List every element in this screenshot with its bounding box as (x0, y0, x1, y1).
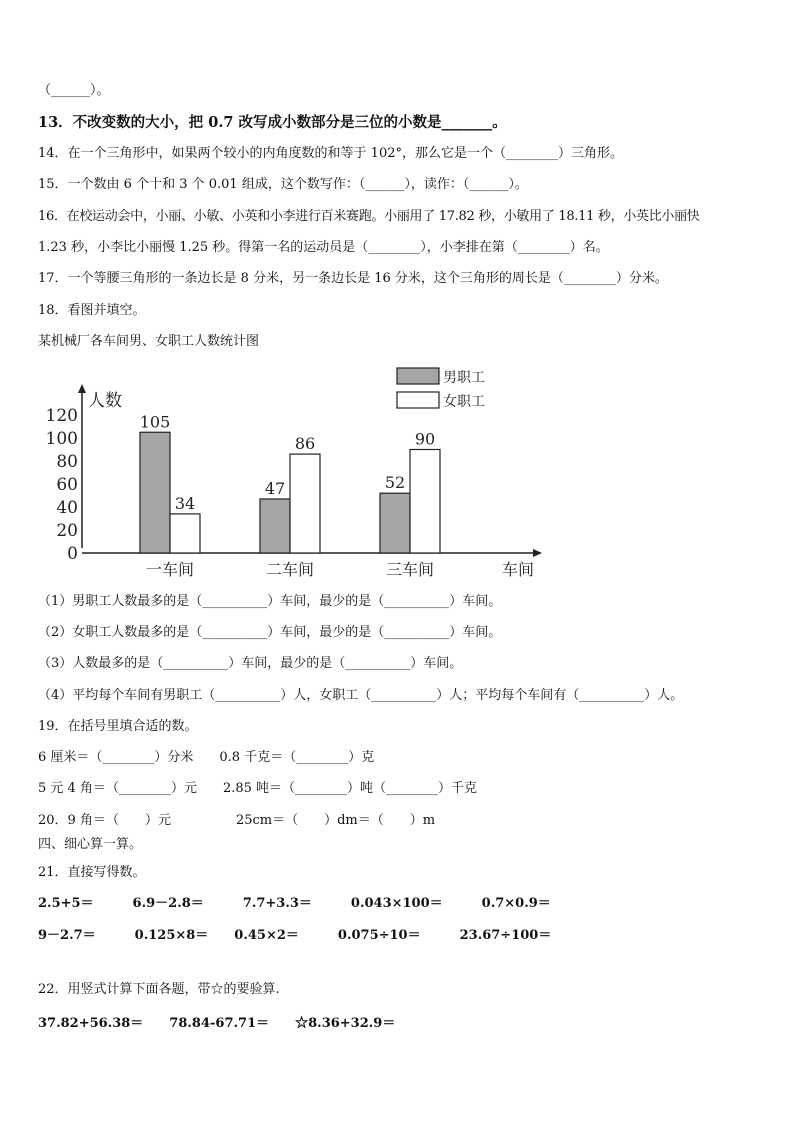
legend-label-female: 女职工 (443, 394, 485, 410)
question-21-row1: 2.5+5＝ 6.9－2.8＝ 7.7+3.3＝ 0.043×100＝ 0.7×0.9＝ (38, 896, 551, 911)
bar-value-label: 86 (294, 434, 316, 454)
legend-label-male: 男职工 (443, 370, 485, 386)
question-20: 20．9 角＝（ ）元 25cm＝（ ）dm＝（ ）m (38, 813, 436, 828)
question-19: 19．在括号里填合适的数。 (38, 719, 198, 734)
bar-male-2 (260, 499, 290, 553)
legend-swatch-male (397, 368, 439, 384)
question-22: 22．用竖式计算下面各题，带☆的要验算. (38, 982, 280, 997)
question-13: 13．不改变数的大小，把 0.7 改写成小数部分是三位的小数是_______。 (38, 114, 507, 131)
question-14: 14．在一个三角形中，如果两个较小的内角度数的和等于 102°，那么它是一个（________）三角形。 (38, 146, 623, 161)
bar-value-label: 47 (264, 478, 286, 498)
y-axis-label: 人数 (88, 391, 122, 411)
question-18-2: （2）女职工人数最多的是（__________）车间，最少的是（__________）车间。 (38, 625, 502, 640)
bar-value-label: 34 (174, 493, 196, 513)
y-tick-label: 40 (56, 498, 78, 518)
question-22-row1: 37.82+56.38＝ 78.84-67.71＝ ☆8.36+32.9＝ (38, 1016, 396, 1031)
category-label: 一车间 (145, 560, 195, 579)
y-tick-label: 0 (67, 544, 78, 564)
y-tick-label: 100 (45, 429, 78, 449)
bar-female-3 (410, 450, 440, 554)
question-16-line1: 16．在校运动会中，小丽、小敏、小英和小李进行百米赛跑。小丽用了 17.82 秒，小敏用了 18.11 秒，小英比小丽快 (38, 209, 700, 224)
bar-value-label: 90 (414, 429, 436, 449)
question-18-1: （1）男职工人数最多的是（__________）车间，最少的是（__________）车间。 (38, 594, 502, 609)
bar-female-1 (170, 514, 200, 553)
question-19-row1: 6 厘米＝（________）分米 0.8 千克＝（________）克 (38, 750, 375, 765)
question-19-row2: 5 元 4 角＝（________）元 2.85 吨＝（________）吨（________）千克 (38, 781, 478, 796)
legend-swatch-female (397, 392, 439, 408)
y-tick-label: 80 (56, 452, 78, 472)
question-21-row2: 9－2.7＝ 0.125×8＝ 0.45×2＝ 0.075÷10＝ 23.67÷100＝ (38, 928, 552, 943)
bar-male-1 (140, 432, 170, 553)
y-axis-arrow-icon (78, 384, 86, 393)
category-label: 三车间 (385, 560, 435, 579)
bar-value-label: 105 (139, 412, 171, 432)
y-tick-label: 120 (45, 406, 78, 426)
x-axis-label: 车间 (502, 560, 535, 579)
x-axis-arrow-icon (533, 549, 542, 557)
question-18: 18．看图并填空。 (38, 303, 146, 318)
line-prev: （______）。 (38, 83, 110, 98)
bar-female-2 (290, 454, 320, 553)
question-21: 21．直接写得数。 (38, 865, 146, 880)
question-18-4: （4）平均每个车间有男职工（__________）人，女职工（__________）人；平均每个车间有（__________）人。 (38, 688, 684, 703)
bar-male-3 (380, 493, 410, 553)
question-15: 15．一个数由 6 个十和 3 个 0.01 组成，这个数写作：（______），读作：（______）。 (38, 177, 528, 192)
question-17: 17．一个等腰三角形的一条边长是 8 分米，另一条边长是 16 分米，这个三角形的周长是（________）分米。 (38, 271, 668, 286)
y-tick-label: 60 (56, 475, 78, 495)
bar-chart (30, 360, 550, 585)
chart-title: 某机械厂各车间男、女职工人数统计图 (38, 334, 260, 349)
bar-value-label: 52 (384, 473, 406, 493)
question-16-line2: 1.23 秒，小李比小丽慢 1.25 秒。得第一名的运动员是（________），小李排在第（________）名。 (38, 240, 609, 255)
section-4-heading: 四、细心算一算。 (38, 837, 143, 852)
y-tick-label: 20 (56, 521, 78, 541)
category-label: 二车间 (265, 560, 315, 579)
question-18-3: （3）人数最多的是（__________）车间，最少的是（__________）车间。 (38, 656, 463, 671)
